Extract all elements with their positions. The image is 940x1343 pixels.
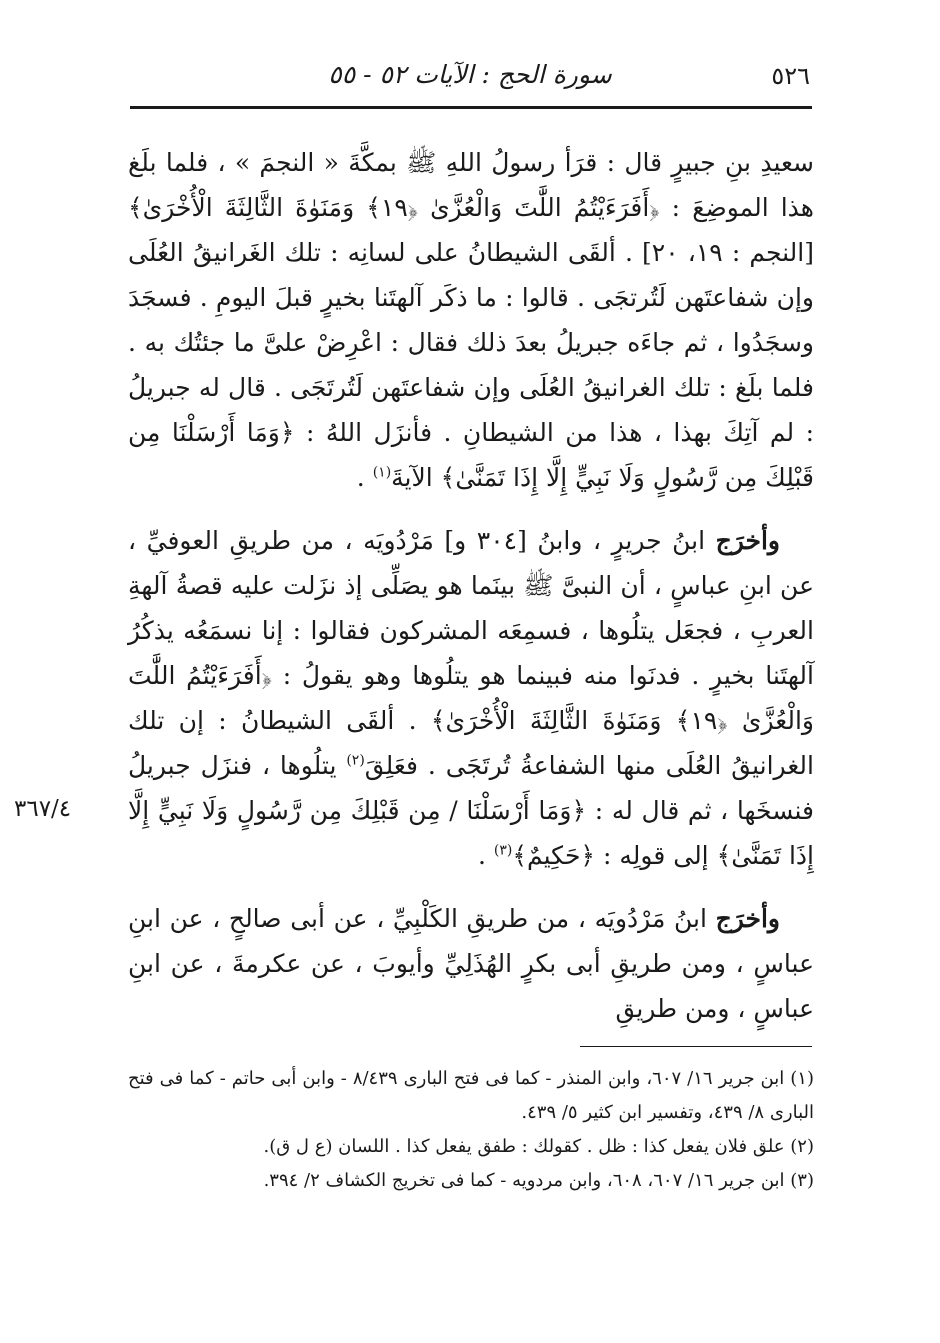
paragraph-2-text-a: ابنُ جريرٍ ، وابنُ [٣٠٤ و] مَرْدُويَه ، من طريقِ العوفيِّ ، عن ابنِ عباسٍ ، أن النبىَّ ﷺ بينَما هو يصَلِّى إذ نزَلت عليه قصةُ آلهةِ العربِ ، فجعَل يتلُوها ، فسمِعَه المشركون فقالوا : إنا نسمَعُه يذكُرُ آلهتَنا بخيرٍ . فدنَوا منه فبينما هو يتلُوها وهو يقولُ : ﴿أَفَرَءَيْتُمُ اللَّٰتَ وَالْعُزَّىٰ ﴿١٩﴾ وَمَنَوٰةَ الثَّالِثَةَ الْأُخْرَىٰ﴾ . ألقَى الشيطانُ : إن تلك الغرانيقُ العُلَى منها الشفاعةُ تُرتَجَى . فعَلِقَ (128, 526, 814, 780)
paragraph-1-end: . (356, 463, 373, 492)
running-title: سورة الحج : الآيات ٥٢ - ٥٥ (328, 60, 612, 89)
paragraph-2-end: . (477, 841, 494, 870)
footnote-ref-2: (٢) (346, 752, 365, 769)
footnote-ref-3: (٣) (493, 842, 513, 859)
header-rule (130, 106, 812, 109)
margin-volume-page-note: ٣٦٧/٤ (14, 796, 72, 822)
footnote-3: (٣) ابن جرير ١٦/ ٦٠٧، ٦٠٨، وابن مردويه - كما فى تخريج الكشاف ٢/ ٣٩٤. (263, 1170, 814, 1191)
paragraph-2 (128, 518, 814, 878)
footnote-2: (٢) علق فلان يفعل كذا : ظل . كقولك : طفق يفعل كذا . اللسان (ع ل ق). (263, 1136, 814, 1157)
paragraph-1-text: سعيدِ بنِ جبيرٍ قال : قرَأ رسولُ اللهِ ﷺ بمكَّةَ « النجمَ » ، فلما بلَغ هذا الموضِعَ : ﴿أَفَرَءَيْتُمُ اللَّٰتَ وَالْعُزَّىٰ ﴿١٩﴾ وَمَنَوٰةَ الثَّالِثَةَ الْأُخْرَىٰ﴾ [النجم : ١٩، ٢٠] . ألقَى الشيطانُ على لسانِه : تلك الغَرانيقُ العُلَى وإن شفاعتَهن لَتُرتجَى . قالوا : ما ذكَر آلهتَنا بخيرٍ قبلَ اليومِ . فسجَدَ وسجَدُوا ، ثم جاءَه جبريلُ بعدَ ذلك فقال : اعْرِضْ علىَّ ما جئتُك به . فلما بلَغ : تلك الغرانيقُ العُلَى وإن شفاعتَهن لَتُرتَجَى . قال له جبريلُ : لم آتِكَ بهذا ، هذا من الشيطانِ . فأنزَل اللهُ : ﴿وَمَا أَرْسَلْنَا مِن قَبْلِكَ مِن رَّسُولٍ وَلَا نَبِيٍّ إِلَّا إِذَا تَمَنَّىٰ﴾ الآيةَ (128, 148, 814, 492)
paragraph-2-lead: وأخرَج (715, 526, 780, 555)
page-header (130, 58, 810, 98)
paragraph-1 (128, 140, 814, 500)
footnote-rule (580, 1046, 812, 1047)
page-number: ٥٢٦ (771, 62, 810, 90)
paragraph-3-lead: وأخرَج (715, 904, 780, 933)
footnote-1: (١) ابن جرير ١٦/ ٦٠٧، وابن المنذر - كما فى فتح البارى ٨/٤٣٩ - وابن أبى حاتم - كما فى فتح البارى ٨/ ٤٣٩، وتفسير ابن كثير ٥/ ٤٣٩. (128, 1068, 814, 1123)
paragraph-3-text: ابنُ مَرْدُويَه ، من طريقِ الكَلْبِيِّ ، عن أبى صالحٍ ، عن ابنِ عباسٍ ، ومن طريقِ أبى بكرٍ الهُذَلِيِّ وأيوبَ ، عن عكرمةَ ، عن ابنِ عباسٍ ، ومن طريقِ (128, 904, 814, 1023)
main-text (128, 140, 814, 1031)
paragraph-2-text-b: يتلُوها ، فنزَل جبريلُ فنسخَها ، ثم قال له : ﴿وَمَا أَرْسَلْنَا / مِن قَبْلِكَ مِن رَّسُولٍ وَلَا نَبِيٍّ إِلَّا إِذَا تَمَنَّىٰ﴾ إلى قولِه : ﴿حَكِيمٌ﴾ (128, 751, 814, 870)
footnotes (128, 1062, 814, 1198)
paragraph-3 (128, 896, 814, 1031)
footnote-ref-1: (١) (372, 464, 392, 481)
